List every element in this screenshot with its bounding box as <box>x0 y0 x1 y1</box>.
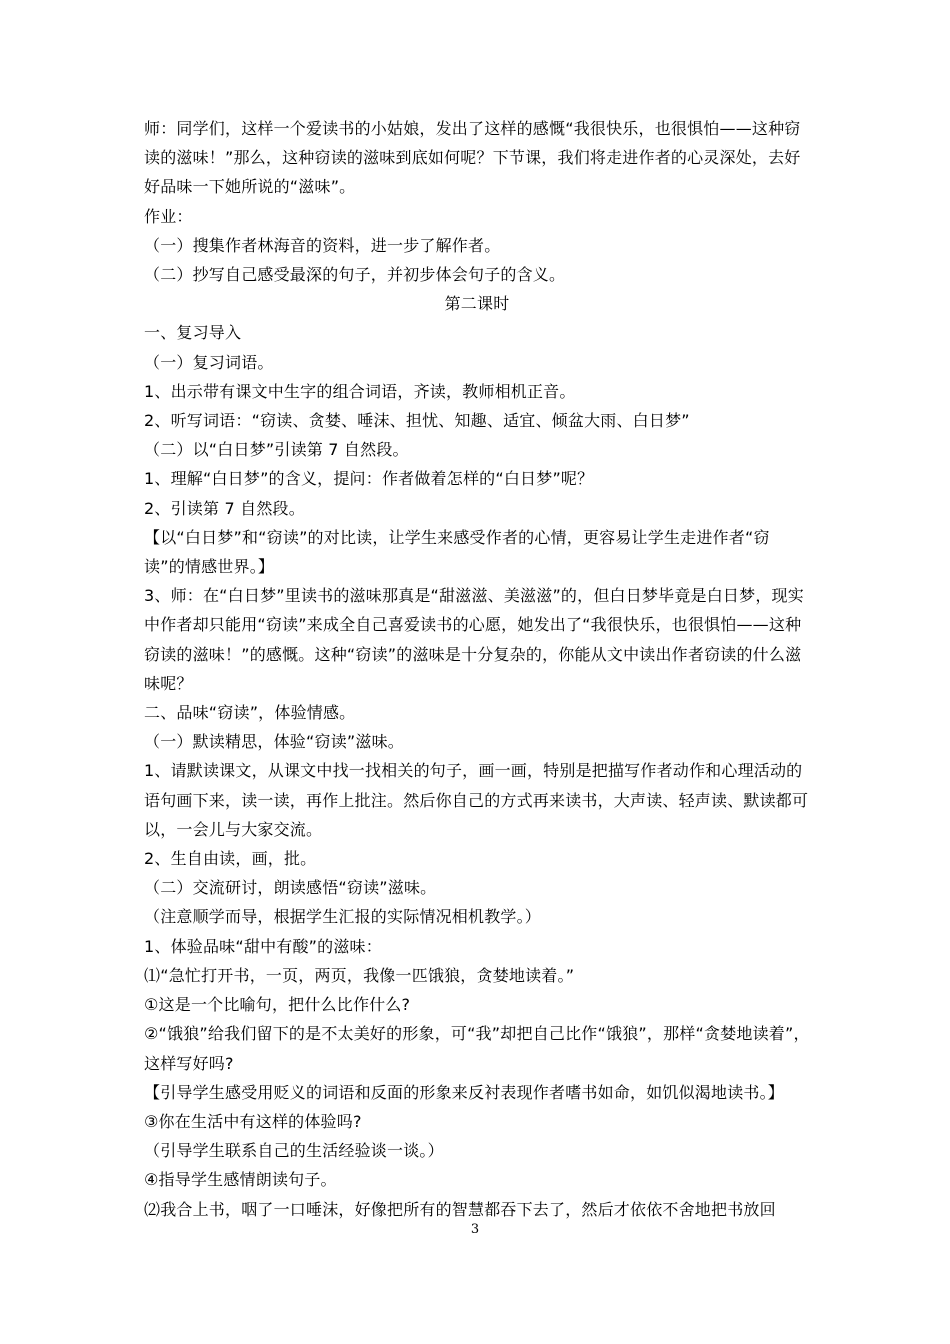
paragraph: 2、听写词语：“窃读、贪婪、唾沫、担忧、知趣、适宜、倾盆大雨、白日梦” <box>144 411 690 431</box>
paragraph: ①这是一个比喻句，把什么比作什么? <box>144 995 411 1015</box>
paragraph: 作业： <box>144 206 193 226</box>
paragraph: 二、品味“窃读”，体验情感。 <box>144 703 356 723</box>
paragraph: ⑴“急忙打开书，一页，两页，我像一匹饿狼，贪婪地读着。” <box>144 965 575 985</box>
paragraph: 1、出示带有课文中生字的组合词语，齐读，教师相机正音。 <box>144 381 576 401</box>
paragraph: ⑵我合上书，咽了一口唾沫，好像把所有的智慧都吞下去了，然后才依依不舍地把书放回 <box>144 1199 776 1219</box>
paragraph: 一、复习导入 <box>144 323 242 343</box>
paragraph: （二）抄写自己感受最深的句子，并初步体会句子的含义。 <box>144 265 566 285</box>
paragraph: 1、体验品味“甜中有酸”的滋味： <box>144 936 382 956</box>
paragraph: ③你在生活中有这样的体验吗? <box>144 1111 362 1131</box>
paragraph: 师：同学们，这样一个爱读书的小姑娘，发出了这样的感慨“我很快乐，也很惧怕——这种窃读的滋味！”那么，这种窃读的滋味到底如何呢？下节课，我们将走进作者的心灵深处，去好好品味一下她所说的“滋味”。 <box>144 119 801 197</box>
paragraph: （二）以“白日梦”引读第 7 自然段。 <box>144 440 409 460</box>
paragraph: ④指导学生感情朗读句子。 <box>144 1170 337 1190</box>
paragraph: （注意顺学而导，根据学生汇报的实际情况相机教学。） <box>144 907 542 927</box>
page-number: 3 <box>470 1222 480 1237</box>
section-heading: 第二课时 <box>444 294 510 314</box>
paragraph: 2、生自由读，画，批。 <box>144 849 317 869</box>
paragraph: 【引导学生感受用贬义的词语和反面的形象来反衬表现作者嗜书如命，如饥似渴地读书。】 <box>144 1082 785 1102</box>
paragraph: （一）默读精思，体验“窃读”滋味。 <box>144 732 404 752</box>
paragraph: 3、师：在“白日梦”里读书的滋味那真是“甜滋滋、美滋滋”的，但白日梦毕竟是白日梦，现实中作者却只能用“窃读”来成全自己喜爱读书的心愿，她发出了“我很快乐，也很惧怕——这种窃读的滋味！”的感慨。这种“窃读”的滋味是十分复杂的，你能从文中读出作者窃读的什么滋味呢？ <box>144 586 804 693</box>
paragraph: （一）复习词语。 <box>144 352 274 372</box>
paragraph: （一）搜集作者林海音的资料，进一步了解作者。 <box>144 235 501 255</box>
paragraph: ②“饿狼”给我们留下的是不太美好的形象，可“我”却把自己比作“饿狼”，那样“贪婪地读着”，这样写好吗? <box>144 1024 810 1073</box>
paragraph: （引导学生联系自己的生活经验谈一谈。） <box>144 1141 444 1161</box>
paragraph: 2、引读第 7 自然段。 <box>144 498 305 518</box>
document-body <box>144 114 810 1224</box>
paragraph: 1、请默读课文，从课文中找一找相关的句子，画一画，特别是把描写作者动作和心理活动的语句画下来，读一读，再作上批注。然后你自己的方式再来读书，大声读、轻声读、默读都可以，一会儿与大家交流。 <box>144 761 809 839</box>
paragraph: 【以“白日梦”和“窃读”的对比读，让学生来感受作者的心情，更容易让学生走进作者“窃读”的情感世界。】 <box>144 527 770 577</box>
paragraph: （二）交流研讨，朗读感悟“窃读”滋味。 <box>144 878 437 898</box>
paragraph: 1、理解“白日梦”的含义，提问：作者做着怎样的“白日梦”呢？ <box>144 469 594 489</box>
